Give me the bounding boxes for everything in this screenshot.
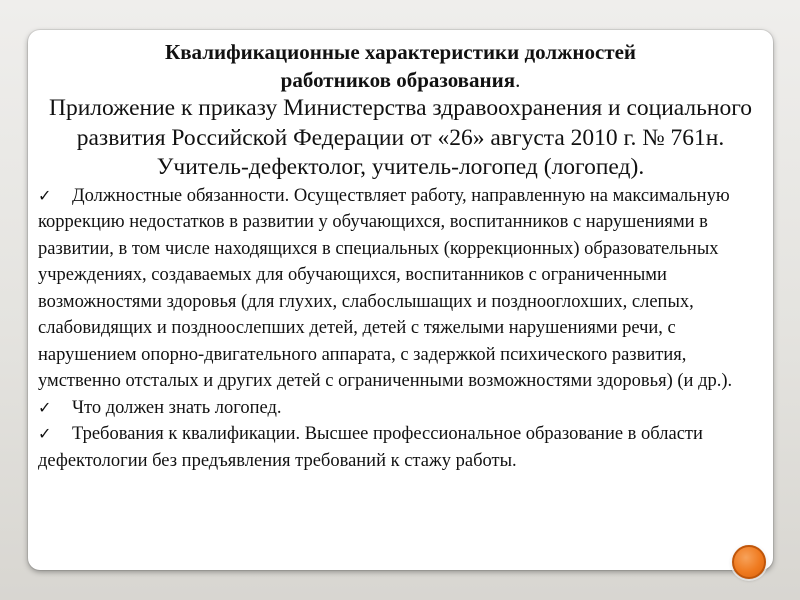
list-item-text: Должностные обязанности. Осуществляет работу, направленную на максимальную коррекцию недостатков в развитии у обучающихся, воспитанников с нарушениями в развитии, в том числе находящихся в специальных (коррекционных) образовательных учреждениях, создаваемых для обучающихся, воспитанников с ограниченными возможностями здоровья (для глухих, слабослышащих и позднооглохших, слепых, слабовидящих и поздноослепших детей, детей с тяжелыми нарушениями речи, с нарушением опорно-двигательного аппарата, с задержкой психического развития, умственно отсталых и других детей с ограниченными возможностями здоровья) (и др.). [38, 185, 733, 391]
title-bold-line1: Квалификационные характеристики должностей [164, 40, 637, 64]
slide-card [28, 30, 773, 570]
title-bold [38, 36, 763, 94]
title-bold-line2: работников образования [280, 68, 516, 92]
list-item [38, 395, 763, 422]
title-dot: . [515, 68, 521, 92]
list-item [38, 183, 763, 395]
subtitle: Приложение к приказу Министерства здравоохранения и социального развития Российской Федерации от «26» августа 2010 г. № 761н. Учитель-дефектолог, учитель-логопед (логопед). [48, 95, 752, 180]
check-icon: ✓ [38, 185, 52, 205]
list-item-text: Что должен знать логопед. [72, 397, 282, 418]
next-slide-button[interactable] [732, 545, 766, 579]
list-item [38, 421, 763, 474]
list-item-text: Требования к квалификации. Высшее профессиональное образование в области дефектологии без предъявления требований к стажу работы. [38, 424, 703, 471]
bullet-list [38, 183, 763, 475]
check-icon: ✓ [38, 397, 52, 417]
check-icon: ✓ [38, 424, 52, 443]
